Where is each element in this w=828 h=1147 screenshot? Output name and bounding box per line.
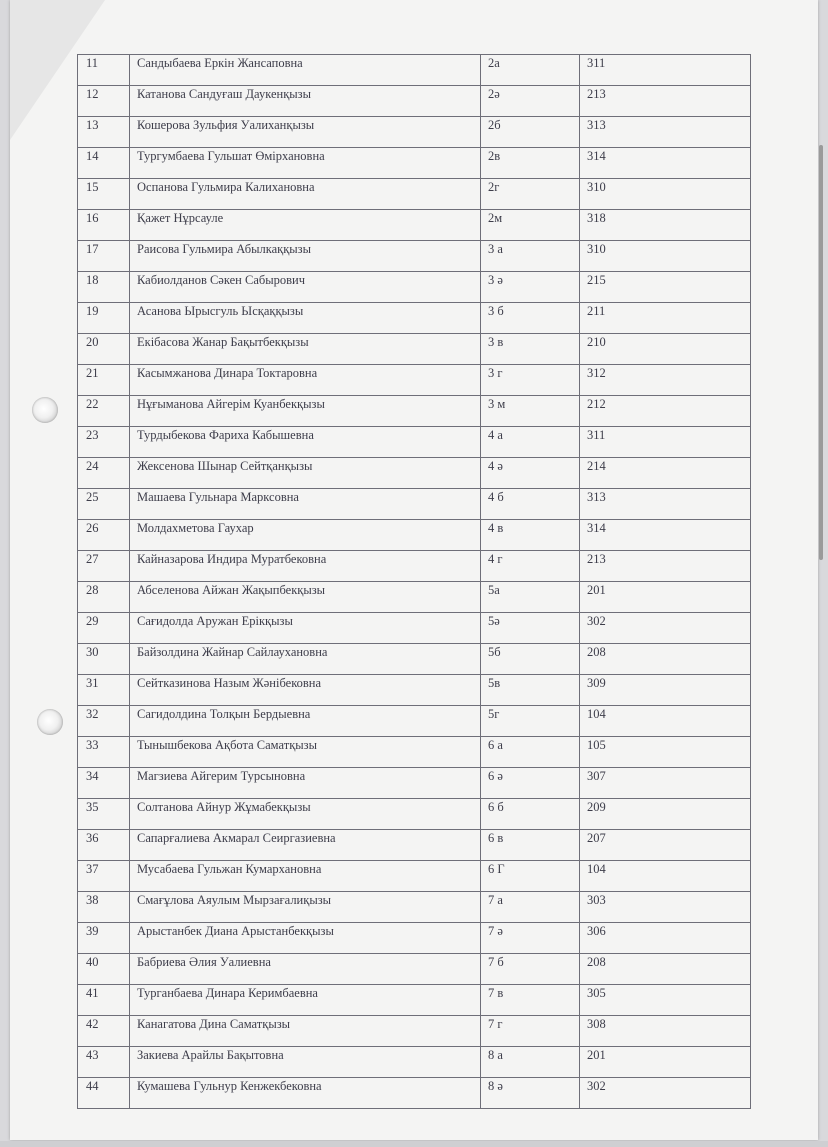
staff-room-table	[77, 54, 751, 1109]
class-cell: 2г	[481, 179, 580, 210]
row-number-cell: 21	[78, 365, 130, 396]
room-number-cell: 303	[580, 892, 751, 923]
class-cell: 5а	[481, 582, 580, 613]
room-number-cell: 312	[580, 365, 751, 396]
class-cell: 5г	[481, 706, 580, 737]
table-row	[78, 830, 751, 861]
teacher-name-cell: Смағұлова Аяулым Мырзағалиқызы	[130, 892, 481, 923]
class-cell: 3 в	[481, 334, 580, 365]
table-row	[78, 582, 751, 613]
teacher-name-cell: Сейтказинова Назым Жәнібековна	[130, 675, 481, 706]
teacher-name-cell: Арыстанбек Диана Арыстанбекқызы	[130, 923, 481, 954]
teacher-name-cell: Раисова Гульмира Абылкаққызы	[130, 241, 481, 272]
table-row	[78, 954, 751, 985]
table-row	[78, 241, 751, 272]
teacher-name-cell: Молдахметова Гаухар	[130, 520, 481, 551]
row-number-cell: 19	[78, 303, 130, 334]
class-cell: 4 б	[481, 489, 580, 520]
table-row	[78, 551, 751, 582]
row-number-cell: 29	[78, 613, 130, 644]
table-row	[78, 737, 751, 768]
teacher-name-cell: Тургумбаева Гульшат Өмірхановна	[130, 148, 481, 179]
teacher-name-cell: Кайназарова Индира Муратбековна	[130, 551, 481, 582]
class-cell: 2м	[481, 210, 580, 241]
room-number-cell: 213	[580, 551, 751, 582]
table-row	[78, 1078, 751, 1109]
class-cell: 5ә	[481, 613, 580, 644]
row-number-cell: 27	[78, 551, 130, 582]
class-cell: 7 в	[481, 985, 580, 1016]
table-row	[78, 303, 751, 334]
row-number-cell: 35	[78, 799, 130, 830]
class-cell: 6 ә	[481, 768, 580, 799]
teacher-name-cell: Асанова Ырысгуль Ысқаққызы	[130, 303, 481, 334]
room-number-cell: 308	[580, 1016, 751, 1047]
class-cell: 7 г	[481, 1016, 580, 1047]
class-cell: 4 в	[481, 520, 580, 551]
table-row	[78, 1016, 751, 1047]
row-number-cell: 23	[78, 427, 130, 458]
room-number-cell: 313	[580, 117, 751, 148]
row-number-cell: 38	[78, 892, 130, 923]
row-number-cell: 13	[78, 117, 130, 148]
room-number-cell: 306	[580, 923, 751, 954]
teacher-name-cell: Кошерова Зульфия Уалиханқызы	[130, 117, 481, 148]
class-cell: 5б	[481, 644, 580, 675]
room-number-cell: 314	[580, 520, 751, 551]
class-cell: 7 ә	[481, 923, 580, 954]
row-number-cell: 32	[78, 706, 130, 737]
teacher-name-cell: Машаева Гульнара Марксовна	[130, 489, 481, 520]
teacher-name-cell: Сапарғалиева Акмарал Сеиргазиевна	[130, 830, 481, 861]
room-number-cell: 310	[580, 241, 751, 272]
table-row	[78, 179, 751, 210]
room-number-cell: 307	[580, 768, 751, 799]
teacher-name-cell: Абселенова Айжан Жақыпбекқызы	[130, 582, 481, 613]
room-number-cell: 302	[580, 613, 751, 644]
table-row	[78, 768, 751, 799]
teacher-name-cell: Касымжанова Динара Токтаровна	[130, 365, 481, 396]
room-number-cell: 305	[580, 985, 751, 1016]
row-number-cell: 37	[78, 861, 130, 892]
row-number-cell: 41	[78, 985, 130, 1016]
row-number-cell: 20	[78, 334, 130, 365]
class-cell: 6 а	[481, 737, 580, 768]
table-row	[78, 427, 751, 458]
room-number-cell: 104	[580, 861, 751, 892]
punch-hole-bottom	[37, 709, 63, 735]
room-number-cell: 208	[580, 644, 751, 675]
row-number-cell: 30	[78, 644, 130, 675]
class-cell: 3 ә	[481, 272, 580, 303]
table-row	[78, 985, 751, 1016]
teacher-name-cell: Турдыбекова Фариха Кабышевна	[130, 427, 481, 458]
room-number-cell: 201	[580, 1047, 751, 1078]
class-cell: 4 а	[481, 427, 580, 458]
teacher-name-cell: Сандыбаева Еркін Жансаповна	[130, 55, 481, 86]
punch-hole-top	[32, 397, 58, 423]
row-number-cell: 36	[78, 830, 130, 861]
room-number-cell: 311	[580, 55, 751, 86]
room-number-cell: 215	[580, 272, 751, 303]
teacher-name-cell: Сагидолдина Толқын Бердыевна	[130, 706, 481, 737]
teacher-name-cell: Қажет Нұрсауле	[130, 210, 481, 241]
teacher-name-cell: Мусабаева Гульжан Кумархановна	[130, 861, 481, 892]
teacher-name-cell: Кумашева Гульнур Кенжекбековна	[130, 1078, 481, 1109]
row-number-cell: 14	[78, 148, 130, 179]
room-number-cell: 201	[580, 582, 751, 613]
teacher-name-cell: Жексенова Шынар Сейтқанқызы	[130, 458, 481, 489]
class-cell: 7 б	[481, 954, 580, 985]
room-number-cell: 212	[580, 396, 751, 427]
room-number-cell: 214	[580, 458, 751, 489]
class-cell: 4 г	[481, 551, 580, 582]
table-row	[78, 892, 751, 923]
class-cell: 2в	[481, 148, 580, 179]
table-row	[78, 365, 751, 396]
table-row	[78, 1047, 751, 1078]
row-number-cell: 33	[78, 737, 130, 768]
room-number-cell: 311	[580, 427, 751, 458]
teacher-name-cell: Сағидолда Аружан Ерікқызы	[130, 613, 481, 644]
table-row	[78, 396, 751, 427]
scrollbar[interactable]	[819, 145, 823, 560]
table-row	[78, 644, 751, 675]
teacher-name-cell: Екібасова Жанар Бақытбекқызы	[130, 334, 481, 365]
table-row	[78, 117, 751, 148]
row-number-cell: 28	[78, 582, 130, 613]
table-row	[78, 489, 751, 520]
table-row	[78, 334, 751, 365]
room-number-cell: 105	[580, 737, 751, 768]
class-cell: 6 Г	[481, 861, 580, 892]
class-cell: 4 ә	[481, 458, 580, 489]
teacher-name-cell: Солтанова Айнур Жұмабекқызы	[130, 799, 481, 830]
teacher-name-cell: Турганбаева Динара Керимбаевна	[130, 985, 481, 1016]
table-row	[78, 210, 751, 241]
room-number-cell: 104	[580, 706, 751, 737]
row-number-cell: 11	[78, 55, 130, 86]
teacher-name-cell: Канагатова Дина Саматқызы	[130, 1016, 481, 1047]
room-number-cell: 314	[580, 148, 751, 179]
room-number-cell: 309	[580, 675, 751, 706]
class-cell: 3 б	[481, 303, 580, 334]
row-number-cell: 17	[78, 241, 130, 272]
class-cell: 7 а	[481, 892, 580, 923]
class-cell: 3 м	[481, 396, 580, 427]
class-cell: 2б	[481, 117, 580, 148]
class-cell: 5в	[481, 675, 580, 706]
row-number-cell: 15	[78, 179, 130, 210]
class-cell: 2а	[481, 55, 580, 86]
row-number-cell: 31	[78, 675, 130, 706]
table-row	[78, 272, 751, 303]
document-page	[10, 0, 818, 1140]
teacher-name-cell: Закиева Арайлы Бақытовна	[130, 1047, 481, 1078]
teacher-name-cell: Магзиева Айгерим Турсыновна	[130, 768, 481, 799]
table-row	[78, 86, 751, 117]
teacher-name-cell: Кабиолданов Сәкен Сабырович	[130, 272, 481, 303]
table-row	[78, 613, 751, 644]
teacher-name-cell: Катанова Сандуғаш Даукенқызы	[130, 86, 481, 117]
room-number-cell: 318	[580, 210, 751, 241]
class-cell: 2ә	[481, 86, 580, 117]
row-number-cell: 34	[78, 768, 130, 799]
room-number-cell: 213	[580, 86, 751, 117]
room-number-cell: 210	[580, 334, 751, 365]
row-number-cell: 12	[78, 86, 130, 117]
row-number-cell: 22	[78, 396, 130, 427]
room-number-cell: 310	[580, 179, 751, 210]
class-cell: 8 ә	[481, 1078, 580, 1109]
table-body	[78, 55, 751, 1109]
teacher-name-cell: Бабриева Әлия Уалиевна	[130, 954, 481, 985]
table-row	[78, 520, 751, 551]
class-cell: 3 г	[481, 365, 580, 396]
class-cell: 6 б	[481, 799, 580, 830]
row-number-cell: 16	[78, 210, 130, 241]
room-number-cell: 313	[580, 489, 751, 520]
room-number-cell: 209	[580, 799, 751, 830]
row-number-cell: 44	[78, 1078, 130, 1109]
row-number-cell: 26	[78, 520, 130, 551]
row-number-cell: 25	[78, 489, 130, 520]
row-number-cell: 39	[78, 923, 130, 954]
table-row	[78, 861, 751, 892]
page-gap	[0, 1141, 828, 1147]
table-row	[78, 923, 751, 954]
class-cell: 3 а	[481, 241, 580, 272]
teacher-name-cell: Нұғыманова Айгерім Куанбекқызы	[130, 396, 481, 427]
row-number-cell: 24	[78, 458, 130, 489]
row-number-cell: 40	[78, 954, 130, 985]
class-cell: 6 в	[481, 830, 580, 861]
table-row	[78, 706, 751, 737]
teacher-name-cell: Байзолдина Жайнар Сайлаухановна	[130, 644, 481, 675]
table-row	[78, 458, 751, 489]
row-number-cell: 18	[78, 272, 130, 303]
row-number-cell: 42	[78, 1016, 130, 1047]
table-row	[78, 675, 751, 706]
teacher-name-cell: Тынышбекова Ақбота Саматқызы	[130, 737, 481, 768]
teacher-name-cell: Оспанова Гульмира Калихановна	[130, 179, 481, 210]
table-row	[78, 148, 751, 179]
class-cell: 8 а	[481, 1047, 580, 1078]
table-row	[78, 799, 751, 830]
room-number-cell: 208	[580, 954, 751, 985]
row-number-cell: 43	[78, 1047, 130, 1078]
table-row	[78, 55, 751, 86]
room-number-cell: 207	[580, 830, 751, 861]
room-number-cell: 211	[580, 303, 751, 334]
room-number-cell: 302	[580, 1078, 751, 1109]
